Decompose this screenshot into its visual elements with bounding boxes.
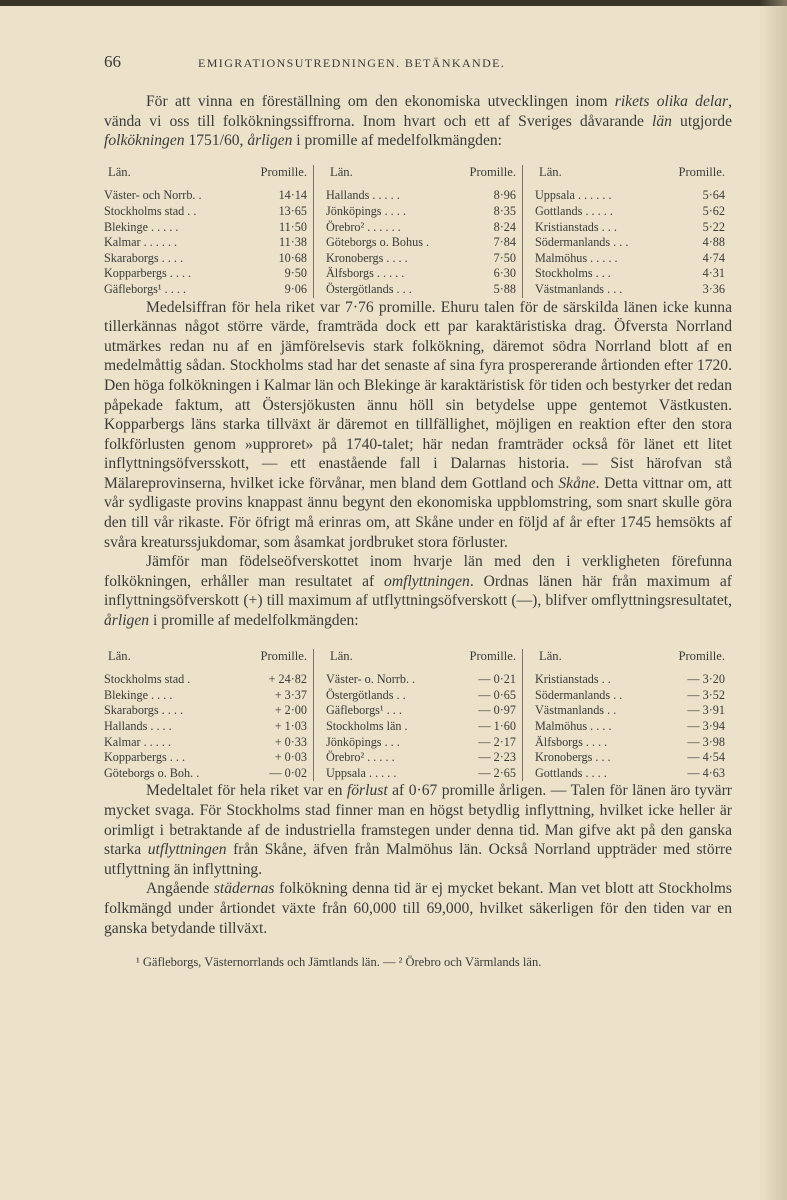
para5-text-2: folkökning denna tid är ej mycket bekant. Man vet blott att Stockholms folkmängd under årtiondet växte från 60,000 till 69,000, hvilket säkerligen för den tiden var en ganska betydande tillväxt. — [104, 880, 732, 937]
lan-name: Blekinge . . . . — [104, 687, 173, 702]
lan-name: Södermanlands . . — [535, 687, 623, 702]
lan-name: Örebro² . . . . . — [326, 750, 395, 765]
promille-value: 5·88 — [493, 281, 516, 296]
promille-value: — 2·65 — [478, 765, 516, 780]
column-header-promille: Promille. — [469, 648, 516, 663]
table-row — [104, 188, 307, 204]
para2-emphasis-1: Skåne — [558, 474, 596, 492]
para2-text-2: . Detta vittnar om, att vår sydligaste provins knappast ännu begynt den ekonomiska uppblomstring, som snart skulle göra den till vår rikaste. För öfrigt må erinras om, att Skåne under en följd af år efter 1745 hemsökts af svåra kreaturssjukdomar, som åsamkat jordbruket stora förluster. — [104, 474, 732, 551]
table-row — [104, 672, 307, 688]
lan-name: Stockholms stad . . — [104, 203, 197, 218]
table-row — [535, 220, 725, 236]
table-row — [535, 719, 725, 735]
table2-column-3 — [522, 649, 731, 782]
table-row — [104, 220, 307, 236]
promille-value: 13·65 — [278, 203, 307, 218]
population-growth-table — [104, 165, 732, 298]
table-row — [535, 703, 725, 719]
promille-value: — 3·98 — [687, 734, 725, 749]
promille-value: — 3·91 — [687, 703, 725, 718]
promille-value: — 2·17 — [478, 734, 516, 749]
promille-value: — 0·97 — [478, 703, 516, 718]
table-row — [104, 204, 307, 220]
promille-value: — 3·20 — [687, 672, 725, 687]
para5-text-1: Angående — [146, 880, 214, 898]
lan-name: Jönköpings . . . . — [326, 203, 406, 218]
running-head — [104, 52, 732, 78]
table-row — [104, 282, 307, 298]
column-header-lan: Län. — [330, 648, 353, 663]
lan-name: Kopparbergs . . . — [104, 750, 186, 765]
promille-value: + 2·00 — [274, 703, 307, 718]
intro-emphasis-3: folkökningen — [104, 132, 185, 150]
table1-column-3-header — [535, 165, 725, 181]
promille-value: + 0·33 — [274, 734, 307, 749]
promille-value: 14·14 — [278, 188, 307, 203]
intro-text-1: För att vinna en föreställning om den ekonomiska utvecklingen inom — [146, 93, 615, 110]
lan-name: Skaraborgs . . . . — [104, 703, 183, 718]
lan-name: Väster- och Norrb. . — [104, 188, 202, 203]
lan-name: Malmöhus . . . . — [535, 719, 612, 733]
table-row — [326, 672, 516, 688]
table-row — [326, 703, 516, 719]
promille-value: 9·06 — [284, 281, 307, 296]
column-header-promille: Promille. — [260, 164, 307, 179]
intro-text-2: , vända vi oss till folkökningssiffrorna. Inom hvart och ett af Sveriges dåvarande — [104, 93, 732, 130]
promille-value: — 2·23 — [478, 750, 516, 765]
para3-text-2: . Ordnas länen här från maximum af inflyttningsöfverskott (+) till maximum af utflyttningsöfverskott (—), blifver omflyttningsresultatet, — [104, 572, 732, 610]
para4-emphasis-2: utflyttningen — [147, 841, 227, 859]
footnote: ¹ Gäfleborgs, Västernorrlands och Jämtlands län. — ² Örebro och Värmlands län. — [136, 955, 542, 970]
lan-name: Stockholms stad . — [104, 672, 191, 687]
para3-text-1: Jämför man födelseöfverskottet inom hvarje län med den i verkligheten förefunna folkökningen, erhåller man resultatet af — [104, 553, 732, 590]
promille-value: 4·74 — [702, 250, 725, 265]
lan-name: Kristianstads . . . — [535, 219, 617, 234]
table-row — [535, 188, 725, 204]
para3-emphasis-2: årligen — [104, 612, 150, 630]
promille-value: + 24·82 — [268, 672, 307, 687]
promille-value: — 3·94 — [687, 719, 725, 733]
para4-emphasis-1: förlust — [346, 782, 388, 800]
promille-value: 11·38 — [279, 235, 307, 250]
table-row — [104, 750, 307, 766]
intro-paragraph — [104, 92, 732, 151]
table-row — [535, 688, 725, 704]
paragraph-medelsiffran — [104, 298, 732, 553]
table1-column-2 — [313, 165, 522, 298]
intro-emphasis-4: årligen — [247, 132, 293, 150]
para2-text-1: Medelsiffran för hela riket var 7·76 promille. Ehuru talen för de särskilda länen icke kunna tillerkännas något större värde, framträda dock ett par karaktäristiska drag. Öfversta Norrland utmärkes redan nu af en jämförelsevis stark folkökning, däremot södra Norrland blott af en medelmåttig sådan. Stockholms stad har det senaste af sina fyra prospererande årtionden efter 1720. Den höga folkökningen i Kalmar län och Blekinge är karaktäristisk för tiden och bestyrker det redan påpekade faktum, att Östersjökusten ännu höll sin betydelse uppe gentemot Västkusten. Kopparbergs läns starka tillväxt är däremot en tillfällighet, möjligen en reaktion efter den stora folkförlusten genom »upproret» på 1740-talet; här nedan framträder också för länet ett litet inflyttningsöfversskott, — ett enastående fall i Dalarnas historia. — Sist härofvan stå Mälareprovinserna, hvilket icke förvånar, men bland dem Gottland och — [104, 298, 732, 492]
table-row — [326, 750, 516, 766]
promille-value: — 0·65 — [478, 687, 516, 702]
table-row — [326, 204, 516, 220]
lan-name: Gottlands . . . . . — [535, 203, 613, 218]
para3-emphasis-1: omflyttningen — [384, 572, 470, 590]
table2-column-3-header — [535, 649, 725, 665]
promille-value: 5·64 — [702, 188, 725, 203]
promille-value: 8·24 — [493, 219, 516, 234]
lan-name: Östergötlands . . — [326, 687, 406, 702]
table-row — [326, 688, 516, 704]
promille-value: — 0·02 — [269, 765, 307, 780]
page-top-edge — [0, 0, 787, 6]
table-row — [326, 220, 516, 236]
promille-value: 4·31 — [702, 266, 725, 281]
promille-value: 8·96 — [493, 188, 516, 203]
table1-column-2-header — [326, 165, 516, 181]
paragraph-stadernas — [104, 879, 732, 938]
table1-column-1-header — [104, 165, 307, 181]
para3-text-3: i promille af medelfolkmängden: — [149, 612, 359, 630]
table-row — [104, 235, 307, 251]
para4-text-1: Medeltalet för hela riket var en — [146, 782, 347, 800]
table2-column-2-header — [326, 649, 516, 665]
column-header-lan: Län. — [330, 164, 353, 179]
column-header-lan: Län. — [539, 648, 562, 663]
promille-value: 5·62 — [702, 203, 725, 218]
table-row — [535, 672, 725, 688]
promille-value: — 3·52 — [687, 687, 725, 702]
lan-name: Gäfleborgs¹ . . . — [326, 703, 402, 718]
running-title: EMIGRATIONSUTREDNINGEN. BETÄNKANDE. — [198, 56, 506, 70]
para4-text-3: från Skåne, äfven från Malmöhus län. Också Norrland uppträder med större utflyttning än inflyttning. — [104, 841, 732, 878]
column-header-promille: Promille. — [260, 648, 307, 663]
lan-name: Gäfleborgs¹ . . . . — [104, 281, 186, 296]
lan-name: Uppsala . . . . . . — [535, 188, 612, 203]
lan-name: Göteborgs o. Bohus . — [326, 235, 430, 250]
promille-value: — 4·63 — [687, 765, 725, 780]
column-header-lan: Län. — [108, 164, 131, 179]
table-row — [104, 251, 307, 267]
table-row — [535, 282, 725, 298]
intro-text-5: i promille af medelfolkmängden: — [292, 132, 502, 150]
lan-name: Jönköpings . . . — [326, 734, 400, 749]
promille-value: + 1·03 — [274, 719, 307, 733]
lan-name: Malmöhus . . . . . — [535, 250, 618, 265]
lan-name: Gottlands . . . . — [535, 765, 607, 780]
table1-column-1 — [104, 165, 313, 298]
table-row — [326, 251, 516, 267]
para4-text-2: af 0·67 promille årligen. — Talen för länen äro tyvärr mycket svaga. För Stockholms stad finner man en högst betydlig inflyttning, hvilket icke heller är orimligt i betraktande af de industriella framstegen under denna tid. Man gifve akt på den ganska starka — [104, 782, 732, 859]
lan-name: Kronobergs . . . . — [326, 250, 408, 265]
lan-name: Stockholms . . . — [535, 266, 611, 281]
lan-name: Västmanlands . . . — [535, 281, 623, 296]
table-row — [535, 235, 725, 251]
lan-name: Kalmar . . . . . — [104, 734, 172, 749]
page-number: 66 — [104, 52, 121, 71]
promille-value: 8·35 — [493, 203, 516, 218]
lan-name: Uppsala . . . . . — [326, 765, 397, 780]
intro-text-3: utgjorde — [671, 112, 732, 130]
lan-name: Kalmar . . . . . . — [104, 235, 178, 250]
promille-value: 3·36 — [702, 281, 725, 296]
lan-name: Göteborgs o. Boh. . — [104, 765, 200, 780]
table-row — [326, 282, 516, 298]
lan-name: Skaraborgs . . . . — [104, 250, 183, 265]
column-header-lan: Län. — [539, 164, 562, 179]
lan-name: Hallands . . . . . — [326, 188, 400, 203]
lan-name: Blekinge . . . . . — [104, 219, 179, 234]
lan-name: Älfsborgs . . . . — [535, 734, 608, 749]
table-row — [535, 204, 725, 220]
intro-text-4: 1751/60, — [184, 132, 248, 150]
lan-name: Stockholms län . — [326, 719, 408, 733]
table-row — [535, 266, 725, 282]
table-row — [535, 735, 725, 751]
table-row — [535, 251, 725, 267]
promille-value: 7·84 — [493, 235, 516, 250]
lan-name: Kronobergs . . . — [535, 750, 611, 765]
migration-table — [104, 649, 732, 782]
table-row — [535, 750, 725, 766]
lan-name: Örebro² . . . . . . — [326, 219, 401, 234]
table-row — [326, 735, 516, 751]
promille-value: + 3·37 — [274, 687, 307, 702]
promille-value: 5·22 — [702, 219, 725, 234]
lan-name: Älfsborgs . . . . . — [326, 266, 405, 281]
table-row — [104, 703, 307, 719]
promille-value: 7·50 — [493, 250, 516, 265]
intro-emphasis-2: län — [652, 112, 672, 130]
para5-emphasis-1: städernas — [213, 880, 275, 898]
table-row — [326, 235, 516, 251]
table-row — [104, 688, 307, 704]
table1-column-3 — [522, 165, 731, 298]
table-row — [326, 266, 516, 282]
lan-name: Väster- o. Norrb. . — [326, 672, 416, 687]
lan-name: Hallands . . . . — [104, 719, 172, 733]
lan-name: Västmanlands . . — [535, 703, 617, 718]
table-row — [326, 766, 516, 782]
promille-value: 4·88 — [702, 235, 725, 250]
column-header-promille: Promille. — [469, 164, 516, 179]
table-row — [535, 766, 725, 782]
promille-value: 6·30 — [493, 266, 516, 281]
promille-value: 9·50 — [284, 266, 307, 281]
table-row — [326, 188, 516, 204]
column-header-lan: Län. — [108, 648, 131, 663]
promille-value: + 0·03 — [274, 750, 307, 765]
lan-name: Södermanlands . . . — [535, 235, 629, 250]
table2-column-2 — [313, 649, 522, 782]
column-header-promille: Promille. — [678, 164, 725, 179]
table2-column-1-header — [104, 649, 307, 665]
promille-value: 10·68 — [278, 250, 307, 265]
table2-column-1 — [104, 649, 313, 782]
table-row — [104, 266, 307, 282]
intro-emphasis-1: rikets olika delar — [614, 93, 729, 110]
paragraph-omflyttning — [104, 552, 732, 630]
column-header-promille: Promille. — [678, 648, 725, 663]
table-row — [326, 719, 516, 735]
table-row — [104, 719, 307, 735]
promille-value: — 4·54 — [687, 750, 725, 765]
promille-value: — 0·21 — [478, 672, 516, 687]
table-row — [104, 735, 307, 751]
promille-value: 11·50 — [279, 219, 307, 234]
promille-value: — 1·60 — [478, 719, 516, 733]
lan-name: Östergötlands . . . — [326, 281, 412, 296]
book-page — [104, 52, 732, 970]
paragraph-medeltalet — [104, 781, 732, 879]
lan-name: Kristianstads . . — [535, 672, 611, 687]
page-right-shadow — [759, 0, 787, 1200]
lan-name: Kopparbergs . . . . — [104, 266, 192, 281]
table-row — [104, 766, 307, 782]
